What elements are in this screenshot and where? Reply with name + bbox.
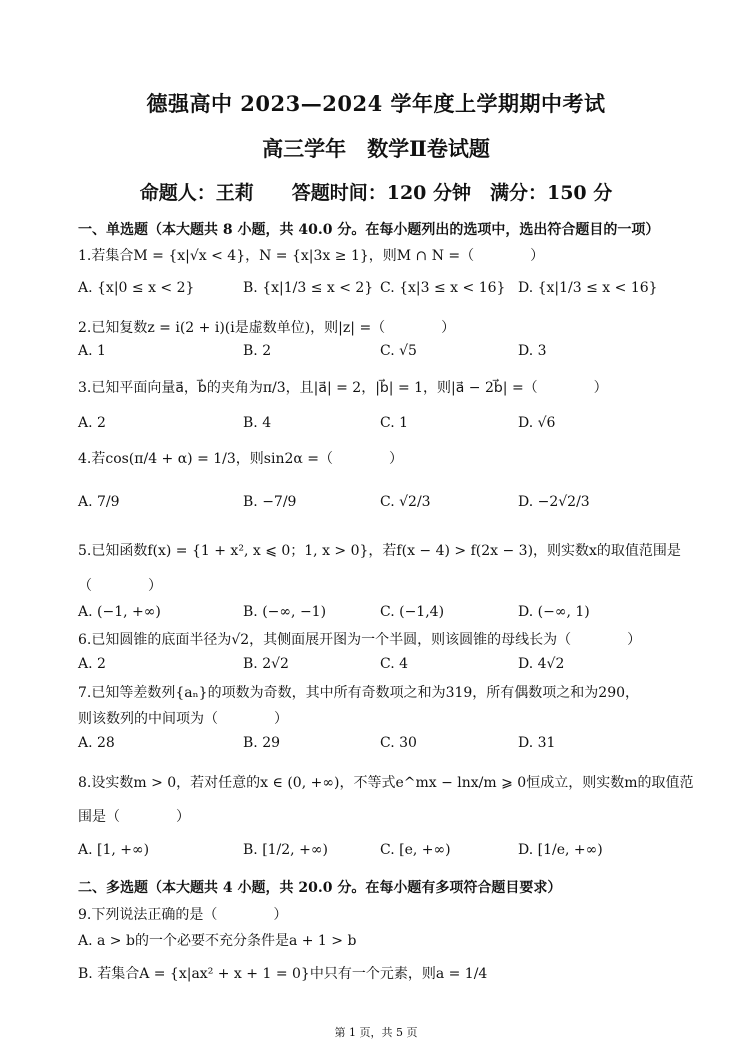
exam-subtitle: 高三学年 数学Ⅱ卷试题 [262, 136, 490, 161]
q1-option-b: B. {x|1/3 ≤ x < 2} [243, 280, 374, 296]
question-4: 4.若cos(π/4 + α) = 1/3，则sin2α =（ ） [78, 451, 404, 467]
q2-option-c: C. √5 [380, 343, 417, 359]
question-7-cont: 则该数列的中间项为（ ） [78, 711, 288, 727]
q4-option-a: A. 7/9 [78, 494, 120, 510]
q6-option-d: D. 4√2 [518, 656, 565, 672]
q8-option-b: B. [1/2, +∞) [243, 842, 328, 858]
q5-option-a: A. (−1, +∞) [78, 604, 161, 620]
q8-option-d: D. [1/e, +∞) [518, 842, 603, 858]
page-footer: 第 1 页，共 5 页 [334, 1026, 418, 1039]
q3-option-d: D. √6 [518, 415, 556, 431]
question-5-cont: （ ） [78, 578, 162, 594]
question-8-cont: 围是（ ） [78, 809, 190, 825]
question-5: 5.已知函数f(x) = {1 + x², x ⩽ 0；1, x > 0}，若f(x − 4) > f(2x − 3)，则实数x的取值范围是 [78, 543, 681, 559]
q7-option-d: D. 31 [518, 735, 556, 751]
question-8: 8.设实数m > 0，若对任意的x ∈ (0, +∞)，不等式e^mx − lnx/m ⩾ 0恒成立，则实数m的取值范 [78, 775, 694, 791]
q7-option-c: C. 30 [380, 735, 417, 751]
q2-option-b: B. 2 [243, 343, 272, 359]
q7-option-a: A. 28 [78, 735, 115, 751]
q2-option-d: D. 3 [518, 343, 547, 359]
q3-option-b: B. 4 [243, 415, 272, 431]
q6-option-b: B. 2√2 [243, 656, 289, 672]
q4-option-b: B. −7/9 [243, 494, 297, 510]
question-6: 6.已知圆锥的底面半径为√2，其侧面展开图为一个半圆，则该圆锥的母线长为（ ） [78, 632, 642, 648]
q5-option-c: C. (−1,4) [380, 604, 445, 620]
question-7: 7.已知等差数列{aₙ}的项数为奇数，其中所有奇数项之和为319，所有偶数项之和为290， [78, 685, 640, 701]
section-1-heading: 一、单选题（本大题共 8 小题，共 40.0 分。在每小题列出的选项中，选出符合题目的一项） [78, 222, 660, 238]
q1-option-d: D. {x|1/3 ≤ x < 16} [518, 280, 658, 296]
exam-title: 德强高中 2023—2024 学年度上学期期中考试 [146, 91, 606, 116]
q2-option-a: A. 1 [78, 343, 106, 359]
exam-info: 命题人：王莉 答题时间：120 分钟 满分：150 分 [139, 182, 613, 204]
q4-option-c: C. √2/3 [380, 494, 431, 510]
q5-option-b: B. (−∞, −1) [243, 604, 327, 620]
q1-option-c: C. {x|3 ≤ x < 16} [380, 280, 506, 296]
q7-option-b: B. 29 [243, 735, 281, 751]
question-2: 2.已知复数z = i(2 + i)(i是虚数单位)，则|z| =（ ） [78, 320, 456, 336]
question-9: 9.下列说法正确的是（ ） [78, 907, 288, 923]
q9-option-b: B. 若集合A = {x|ax² + x + 1 = 0}中只有一个元素，则a = 1/4 [78, 966, 488, 982]
section-2-heading: 二、多选题（本大题共 4 小题，共 20.0 分。在每小题有多项符合题目要求） [78, 880, 562, 896]
q6-option-a: A. 2 [78, 656, 106, 672]
q1-option-a: A. {x|0 ≤ x < 2} [78, 280, 195, 296]
question-1: 1.若集合M = {x|√x < 4}，N = {x|3x ≥ 1}，则M ∩ N =（ ） [78, 248, 545, 264]
q3-option-a: A. 2 [78, 415, 106, 431]
question-3: 3.已知平面向量a⃗，b⃗的夹角为π/3，且|a⃗| = 2，|b⃗| = 1，则|a⃗ − 2b⃗| =（ ） [78, 380, 608, 396]
q6-option-c: C. 4 [380, 656, 409, 672]
q5-option-d: D. (−∞, 1) [518, 604, 590, 620]
q8-option-c: C. [e, +∞) [380, 842, 451, 858]
q9-option-a: A. a > b的一个必要不充分条件是a + 1 > b [78, 933, 357, 949]
q4-option-d: D. −2√2/3 [518, 494, 590, 510]
q8-option-a: A. [1, +∞) [78, 842, 150, 858]
q3-option-c: C. 1 [380, 415, 409, 431]
